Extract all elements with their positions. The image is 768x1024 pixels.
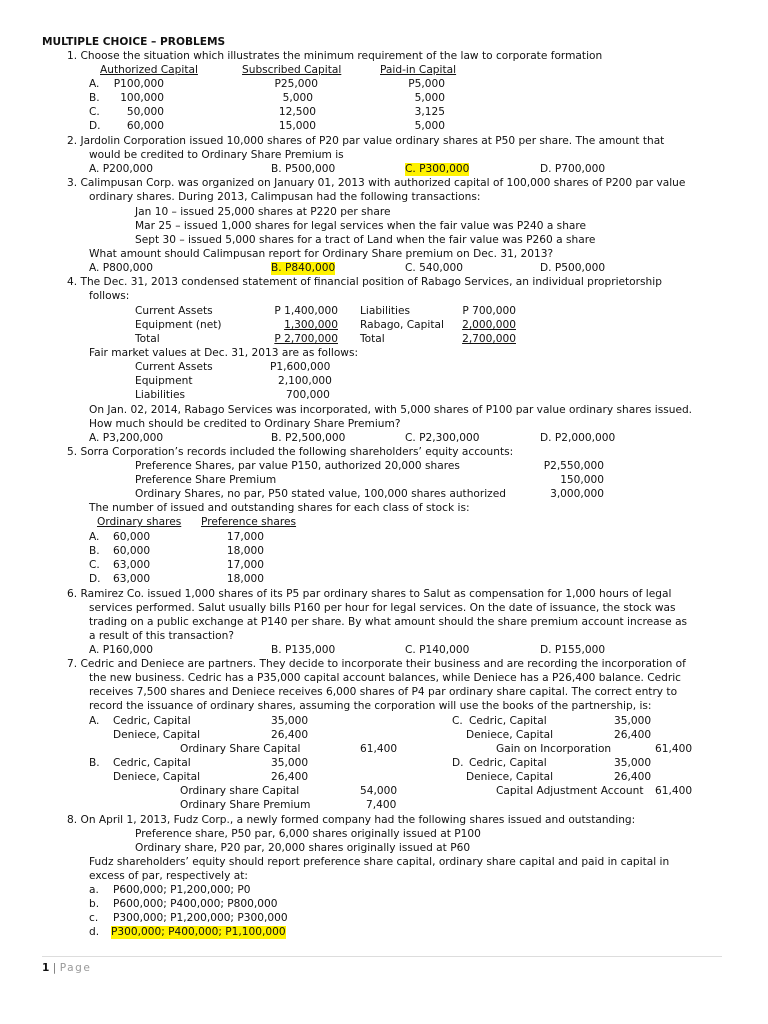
q5-row-a-ordinary: 60,000 [113, 531, 151, 543]
q4-bs-total-right: Total [360, 333, 385, 345]
q8-line-1: 8. On April 1, 2013, Fudz Corp., a newly formed company had the following shares issued and outstanding: [67, 814, 636, 826]
q1-row-b-sub: 5,000 [282, 92, 313, 104]
q8-choice-c: P300,000; P1,200,000; P300,000 [113, 912, 288, 924]
q7-b-credit-1: Ordinary share Capital [180, 785, 300, 797]
q7-c-debit-1-val: 35,000 [614, 715, 652, 727]
q7-b-debit-2: Deniece, Capital [113, 771, 201, 783]
q2-choice-c-highlighted: C. P300,000 [405, 163, 470, 175]
q8-choice-d-label: d. [89, 926, 100, 938]
q1-row-d-label: D. [89, 120, 101, 132]
page-footer [42, 962, 91, 975]
q3-line-3: What amount should Calimpusan report for Ordinary Share premium on Dec. 31, 2013? [89, 248, 554, 260]
q4-bs-liabilities: Liabilities [360, 305, 411, 317]
q7-c-debit-2: Deniece, Capital [466, 729, 554, 741]
q7-c-credit-1: Gain on Incorporation [496, 743, 612, 755]
q4-line-2: follows: [89, 290, 130, 302]
q7-d-credit-1: Capital Adjustment Account [496, 785, 644, 797]
q1-header-authorized: Authorized Capital [100, 64, 198, 76]
q7-a-debit-2: Deniece, Capital [113, 729, 201, 741]
q4-fmv-equipment-val: 2,100,000 [278, 375, 332, 387]
q2-line-2: would be credited to Ordinary Share Premium is [89, 149, 344, 161]
q3-choice-c: C. 540,000 [405, 262, 463, 274]
q7-b-label: B. [89, 757, 100, 769]
q6-line-2: services performed. Salut usually bills P160 per hour for legal services. On the date of issuance, the stock was [89, 602, 676, 614]
q6-choice-b: B. P135,000 [271, 644, 336, 656]
q7-c-debit-2-val: 26,400 [614, 729, 652, 741]
q3-choice-a: A. P800,000 [89, 262, 153, 274]
q6-choice-d: D. P155,000 [540, 644, 606, 656]
q5-header-preference: Preference shares [201, 516, 297, 528]
q4-choice-a: A. P3,200,000 [89, 432, 164, 444]
q5-acct-2: Preference Share Premium [135, 474, 277, 486]
q7-b-debit-1-val: 35,000 [271, 757, 309, 769]
q5-row-a-preference: 17,000 [226, 531, 264, 543]
q3-line-1: 3. Calimpusan Corp. was organized on January 01, 2013 with authorized capital of 100,000 shares of P200 par value [67, 177, 686, 189]
q1-header-paidin: Paid-in Capital [380, 64, 457, 76]
page-title: MULTIPLE CHOICE – PROBLEMS [42, 36, 226, 48]
q2-line-1: 2. Jardolin Corporation issued 10,000 shares of P20 par value ordinary shares at P50 per share. The amount that [67, 135, 665, 147]
q1-row-d-auth: 60,000 [126, 120, 164, 132]
q7-c-credit-1-val: 61,400 [655, 743, 693, 755]
q3-transaction-1: Jan 10 – issued 25,000 shares at P220 per share [135, 206, 391, 218]
q5-row-b-label: B. [89, 545, 100, 557]
q7-a-credit-1-val: 61,400 [360, 743, 398, 755]
q3-transaction-2: Mar 25 – issued 1,000 shares for legal services when the fair value was P240 a share [135, 220, 587, 232]
q1-stem: 1. Choose the situation which illustrates the minimum requirement of the law to corporate formation [67, 50, 603, 62]
footer-divider [42, 956, 722, 957]
q1-row-a-sub: P25,000 [274, 78, 318, 90]
q4-bs-total-left-val: P 2,700,000 [274, 333, 338, 345]
q5-acct-3: Ordinary Shares, no par, P50 stated value, 100,000 shares authorized [135, 488, 506, 500]
q7-d-debit-1-val: 35,000 [614, 757, 652, 769]
q5-row-a-label: A. [89, 531, 100, 543]
q5-acct-3-val: 3,000,000 [550, 488, 604, 500]
q7-c-label: C. [452, 715, 463, 727]
q4-fmv-current-assets-val: P1,600,000 [270, 361, 331, 373]
q7-b-debit-2-val: 26,400 [271, 771, 309, 783]
q7-b-credit-2-val: 7,400 [366, 799, 397, 811]
q4-line-1: 4. The Dec. 31, 2013 condensed statement of financial position of Rabago Services, an individual proprietorship [67, 276, 662, 288]
q8-share-1: Preference share, P50 par, 6,000 shares originally issued at P100 [135, 828, 481, 840]
q7-d-debit-2-val: 26,400 [614, 771, 652, 783]
q7-b-credit-2: Ordinary Share Premium [180, 799, 311, 811]
q4-fmv-title: Fair market values at Dec. 31, 2013 are as follows: [89, 347, 359, 359]
q7-b-debit-1: Cedric, Capital [113, 757, 191, 769]
q5-acct-1-val: P2,550,000 [543, 460, 604, 472]
q4-bs-equipment: Equipment (net) [135, 319, 222, 331]
q7-c-debit-1: Cedric, Capital [469, 715, 547, 727]
q6-line-3: trading on a public exchange at P140 per share. By what amount should the share premium account increase as [89, 616, 688, 628]
q7-a-credit-1: Ordinary Share Capital [180, 743, 301, 755]
q3-transaction-3: Sept 30 – issued 5,000 shares for a tract of Land when the fair value was P260 a share [135, 234, 596, 246]
q6-line-4: a result of this transaction? [89, 630, 234, 642]
q4-bs-current-assets: Current Assets [135, 305, 213, 317]
q2-choice-b: B. P500,000 [271, 163, 336, 175]
q1-row-b-paid: 5,000 [414, 92, 445, 104]
q3-choice-d: D. P500,000 [540, 262, 606, 274]
q1-row-d-paid: 5,000 [414, 120, 445, 132]
q4-bs-total-right-val: 2,700,000 [462, 333, 516, 345]
q8-choice-c-label: c. [89, 912, 99, 924]
q4-line-4: How much should be credited to Ordinary Share Premium? [89, 418, 401, 430]
q4-choice-c: C. P2,300,000 [405, 432, 480, 444]
q5-line-1: 5. Sorra Corporation’s records included the following shareholders’ equity accounts: [67, 446, 514, 458]
q8-line-2: Fudz shareholders’ equity should report preference share capital, ordinary share capital and paid in capital in [89, 856, 670, 868]
q5-row-d-label: D. [89, 573, 101, 585]
q5-row-d-preference: 18,000 [226, 573, 264, 585]
q8-share-2: Ordinary share, P20 par, 20,000 shares originally issued at P60 [135, 842, 471, 854]
q1-row-b-label: B. [89, 92, 100, 104]
q7-a-label: A. [89, 715, 100, 727]
q4-bs-equipment-val: 1,300,000 [284, 319, 338, 331]
q4-fmv-liabilities-val: 700,000 [286, 389, 330, 401]
q7-a-debit-1: Cedric, Capital [113, 715, 191, 727]
q7-d-debit-1: Cedric, Capital [469, 757, 547, 769]
q7-line-2: the new business. Cedric has a P35,000 capital account balances, while Deniece has a P26,400 balance. Cedric [89, 672, 681, 684]
q7-b-credit-1-val: 54,000 [360, 785, 398, 797]
q1-row-a-paid: P5,000 [408, 78, 445, 90]
q3-choice-b-highlighted: B. P840,000 [271, 262, 336, 274]
q4-fmv-current-assets: Current Assets [135, 361, 213, 373]
q4-line-3: On Jan. 02, 2014, Rabago Services was incorporated, with 5,000 shares of P100 par value ordinary shares issued. [89, 404, 693, 416]
q4-bs-capital: Rabago, Capital [360, 319, 444, 331]
q8-choice-a-label: a. [89, 884, 99, 896]
q6-line-1: 6. Ramirez Co. issued 1,000 shares of its P5 par ordinary shares to Salut as compensation for 1,000 hours of legal [67, 588, 672, 600]
q1-header-subscribed: Subscribed Capital [242, 64, 342, 76]
q5-row-c-preference: 17,000 [226, 559, 264, 571]
page-number: 1 [42, 962, 50, 974]
q7-a-debit-2-val: 26,400 [271, 729, 309, 741]
q1-row-d-sub: 15,000 [278, 120, 316, 132]
q5-row-b-preference: 18,000 [226, 545, 264, 557]
q5-header-ordinary: Ordinary shares [97, 516, 182, 528]
q2-choice-a: A. P200,000 [89, 163, 153, 175]
q7-d-label: D. [452, 757, 464, 769]
q5-acct-1: Preference Shares, par value P150, authorized 20,000 shares [135, 460, 460, 472]
q8-choice-d-highlighted: P300,000; P400,000; P1,100,000 [111, 926, 286, 938]
page-separator: | [52, 962, 57, 974]
q1-row-c-sub: 12,500 [278, 106, 316, 118]
q8-choice-a: P600,000; P1,200,000; P0 [113, 884, 251, 896]
q3-line-2: ordinary shares. During 2013, Calimpusan had the following transactions: [89, 191, 481, 203]
q5-line-2: The number of issued and outstanding shares for each class of stock is: [89, 502, 470, 514]
q1-row-c-paid: 3,125 [414, 106, 445, 118]
q8-line-3: excess of par, respectively at: [89, 870, 248, 882]
q1-row-c-auth: 50,000 [126, 106, 164, 118]
q7-d-credit-1-val: 61,400 [655, 785, 693, 797]
q2-choice-d: D. P700,000 [540, 163, 606, 175]
q6-choice-a: A. P160,000 [89, 644, 153, 656]
q1-row-c-label: C. [89, 106, 100, 118]
page-word: Page [59, 962, 92, 974]
q1-row-a-label: A. [89, 78, 100, 90]
q4-bs-current-assets-val: P 1,400,000 [274, 305, 338, 317]
q8-choice-b: P600,000; P400,000; P800,000 [113, 898, 278, 910]
q1-row-b-auth: 100,000 [120, 92, 164, 104]
q7-line-3: receives 7,500 shares and Deniece receives 6,000 shares of P4 par ordinary share capital. The correct entry to [89, 686, 678, 698]
q5-row-c-label: C. [89, 559, 100, 571]
q4-fmv-equipment: Equipment [135, 375, 193, 387]
q7-line-4: record the issuance of ordinary shares, assuming the corporation will use the books of the partnership, is: [89, 700, 652, 712]
q7-line-1: 7. Cedric and Deniece are partners. They decide to incorporate their business and are recording the incorporation of [67, 658, 686, 670]
q4-bs-total-left: Total [135, 333, 160, 345]
q5-row-b-ordinary: 60,000 [113, 545, 151, 557]
q8-choice-b-label: b. [89, 898, 100, 910]
q4-fmv-liabilities: Liabilities [135, 389, 186, 401]
q4-choice-d: D. P2,000,000 [540, 432, 616, 444]
q7-d-debit-2: Deniece, Capital [466, 771, 554, 783]
q1-row-a-auth: P100,000 [113, 78, 164, 90]
q6-choice-c: C. P140,000 [405, 644, 470, 656]
q4-choice-b: B. P2,500,000 [271, 432, 346, 444]
q5-row-c-ordinary: 63,000 [113, 559, 151, 571]
q4-bs-capital-val: 2,000,000 [462, 319, 516, 331]
q5-acct-2-val: 150,000 [560, 474, 604, 486]
q4-bs-liabilities-val: P 700,000 [462, 305, 516, 317]
q5-row-d-ordinary: 63,000 [113, 573, 151, 585]
q7-a-debit-1-val: 35,000 [271, 715, 309, 727]
